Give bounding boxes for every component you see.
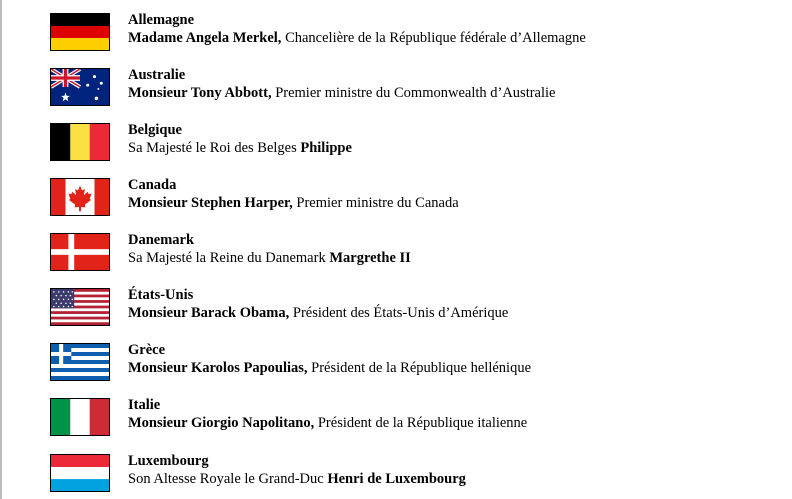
- list-item-luxembourg: [50, 452, 770, 492]
- greece-flag-icon: [50, 343, 110, 381]
- leader-name: Monsieur Barack Obama,: [128, 305, 290, 321]
- luxembourg-flag-icon: [50, 454, 110, 492]
- canada-flag-icon: [50, 178, 110, 216]
- leader-name: Monsieur Karolos Papoulias,: [128, 360, 308, 376]
- leader-title: Président des États-Unis d’Amérique: [289, 305, 509, 321]
- list-item-grece: [50, 341, 770, 381]
- leader-name: Monsieur Giorgio Napolitano,: [128, 415, 315, 431]
- country-name: États-Unis: [128, 287, 194, 303]
- leader-name: Margrethe II: [329, 250, 411, 266]
- country-name: Grèce: [128, 342, 166, 358]
- australia-flag-icon: [50, 68, 110, 106]
- leader-title: Président de la République hellénique: [307, 360, 532, 376]
- leader-title: Premier ministre du Canada: [292, 195, 459, 211]
- belgium-flag-icon: [50, 123, 110, 161]
- list-item-australie: [50, 66, 770, 106]
- leader-name: Henri de Luxembourg: [327, 471, 466, 487]
- leader-title: Président de la République italienne: [314, 415, 528, 431]
- denmark-flag-icon: [50, 233, 110, 271]
- country-name: Australie: [128, 67, 186, 83]
- leader-name: Madame Angela Merkel,: [128, 30, 282, 46]
- country-name: Danemark: [128, 232, 195, 248]
- title-prefix: Son Altesse Royale le Grand-Duc: [128, 471, 328, 487]
- leader-title: Chancelière de la République fédérale d’Allemagne: [281, 30, 586, 46]
- list-item-allemagne: [50, 11, 770, 51]
- title-prefix: Sa Majesté le Roi des Belges: [128, 140, 301, 156]
- country-name: Belgique: [128, 122, 182, 138]
- list-item-etats-unis: [50, 286, 770, 326]
- country-name: Italie: [128, 397, 161, 413]
- leader-name: Philippe: [300, 140, 352, 156]
- country-name: Allemagne: [128, 12, 195, 28]
- country-name: Luxembourg: [128, 453, 209, 469]
- germany-flag-icon: [50, 13, 110, 51]
- list-item-canada: [50, 176, 770, 216]
- list-item-italie: [50, 396, 770, 436]
- leader-name: Monsieur Stephen Harper,: [128, 195, 293, 211]
- title-prefix: Sa Majesté la Reine du Danemark: [128, 250, 330, 266]
- country-name: Canada: [128, 177, 177, 193]
- list-item-danemark: [50, 231, 770, 271]
- usa-flag-icon: [50, 288, 110, 326]
- list-item-belgique: [50, 121, 770, 161]
- leader-name: Monsieur Tony Abbott,: [128, 85, 272, 101]
- leader-title: Premier ministre du Commonwealth d’Australie: [271, 85, 556, 101]
- italy-flag-icon: [50, 398, 110, 436]
